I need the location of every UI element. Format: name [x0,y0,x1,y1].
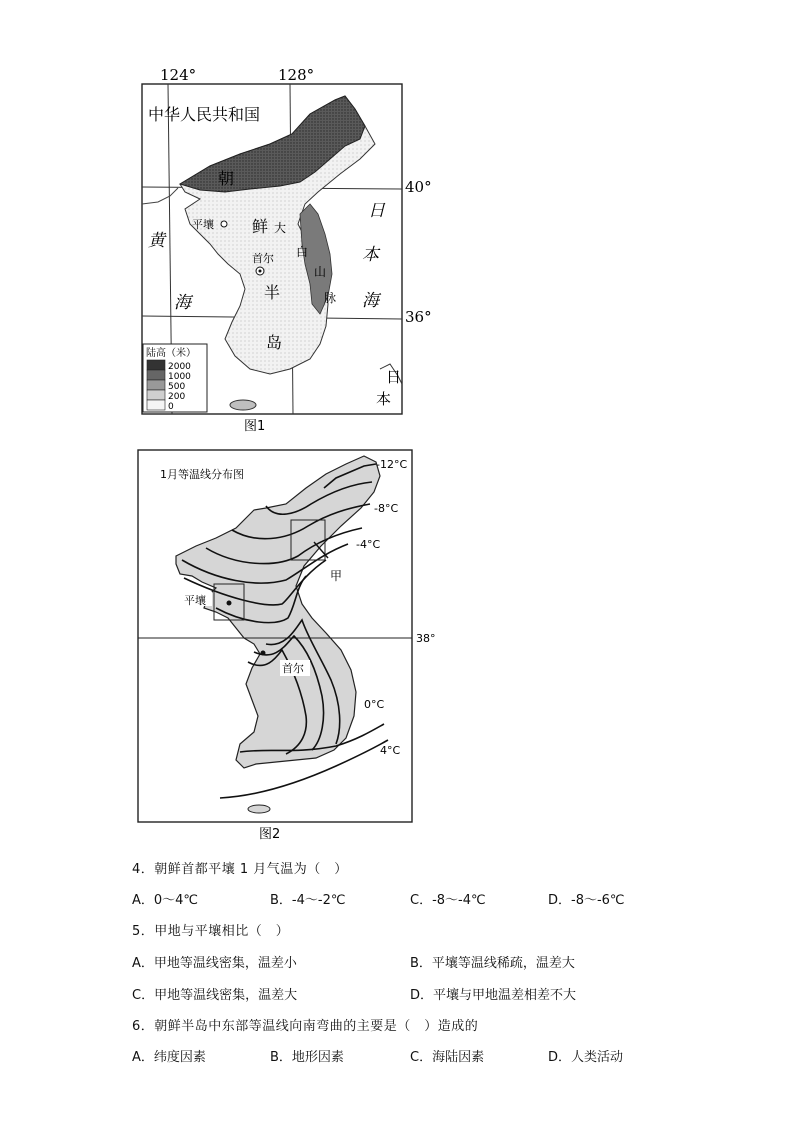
seoul-marker-dot [259,270,262,273]
question-6-option-d[interactable]: D．人类活动 [548,1050,624,1065]
jeju-island-2 [248,805,270,813]
peninsula-char-4: 岛 [266,333,283,352]
question-5-option-a[interactable]: A．甲地等温线密集，温差小 [132,956,297,971]
city-seoul-label-2: 首尔 [282,662,304,675]
isotherm-label-0: 0°C [364,698,385,711]
lat-label-38: 38° [416,632,436,645]
japan-sea-char-2: 本 [362,245,379,265]
legend-level-1000: 1000 [168,372,191,382]
legend-swatch-200 [147,390,165,400]
china-label: 中华人民共和国 [148,105,261,124]
yellow-sea-char-1: 黄 [148,231,165,251]
mountain-char-1: 大 [274,221,287,235]
question-5-option-b[interactable]: B．平壤等温线稀疏，温差大 [410,956,575,971]
question-4-option-b[interactable]: B．-4～-2℃ [270,893,346,908]
question-5-option-d[interactable]: D．平壤与甲地温差相差不大 [410,988,577,1003]
peninsula-char-2: 鲜 [252,217,269,236]
legend-swatch-2000 [147,360,165,370]
japan-char-2: 本 [376,390,392,408]
isotherm-map-svg [136,448,446,844]
japan-sea-char-1: 日 [368,201,385,221]
mountain-char-3: 山 [314,265,327,279]
isotherm-label-4: 4°C [380,744,401,757]
figure-2-caption: 图2 [259,827,281,842]
city-pyongyang-label-2: 平壤 [184,594,206,607]
place-jia-label: 甲 [330,569,343,583]
elevation-legend [143,344,207,412]
legend-swatch-0 [147,400,165,410]
legend-level-2000: 2000 [168,362,191,372]
peninsula-char-3: 半 [264,283,281,302]
question-5-option-c[interactable]: C．甲地等温线密集，温差大 [132,988,298,1003]
figure-2-title: 1月等温线分布图 [160,468,244,481]
question-4-option-a[interactable]: A．0～4℃ [132,893,199,908]
isotherm-label-minus-12: -12°C [376,458,408,471]
relief-map-svg [140,64,440,436]
jeju-island [230,400,256,410]
figure-2-isotherm-map [136,448,446,844]
legend-swatch-500 [147,380,165,390]
city-seoul-label: 首尔 [252,252,274,265]
pyongyang-marker [221,221,227,227]
figure-1-relief-map [140,64,440,436]
question-6-option-b[interactable]: B．地形因素 [270,1050,344,1065]
legend-level-500: 500 [168,382,186,392]
lat-label-40: 40° [405,178,432,196]
legend-swatch-1000 [147,370,165,380]
lon-label-124: 124° [160,66,197,84]
seoul-dot [261,651,266,656]
question-6-option-a[interactable]: A．纬度因素 [132,1050,206,1065]
pyongyang-dot [227,601,232,606]
legend-level-0: 0 [168,402,174,412]
question-4-option-d[interactable]: D．-8～-6℃ [548,893,625,908]
mountain-char-4: 脉 [324,291,337,305]
question-6-stem: 6．朝鲜半岛中东部等温线向南弯曲的主要是（ ）造成的 [132,1019,479,1034]
question-4-option-c[interactable]: C．-8～-4℃ [410,893,486,908]
legend-level-200: 200 [168,392,186,402]
city-pyongyang-label: 平壤 [192,218,214,231]
figure-1-caption: 图1 [244,419,266,434]
legend-title: 陆高（米） [146,348,196,359]
japan-sea-char-3: 海 [362,291,379,311]
peninsula-char-1: 朝 [218,169,235,188]
question-6-option-c[interactable]: C．海陆因素 [410,1050,485,1065]
lat-label-36: 36° [405,308,432,326]
question-4-stem: 4．朝鲜首都平壤 1 月气温为（ ） [132,862,348,877]
yellow-sea-char-2: 海 [174,293,191,313]
isotherm-label-minus-4: -4°C [356,538,381,551]
lon-label-128: 128° [278,66,315,84]
isotherm-label-minus-8: -8°C [374,502,399,515]
japan-char-1: 日 [386,368,402,386]
question-5-stem: 5．甲地与平壤相比（ ） [132,924,290,939]
mountain-char-2: 白 [296,245,309,259]
